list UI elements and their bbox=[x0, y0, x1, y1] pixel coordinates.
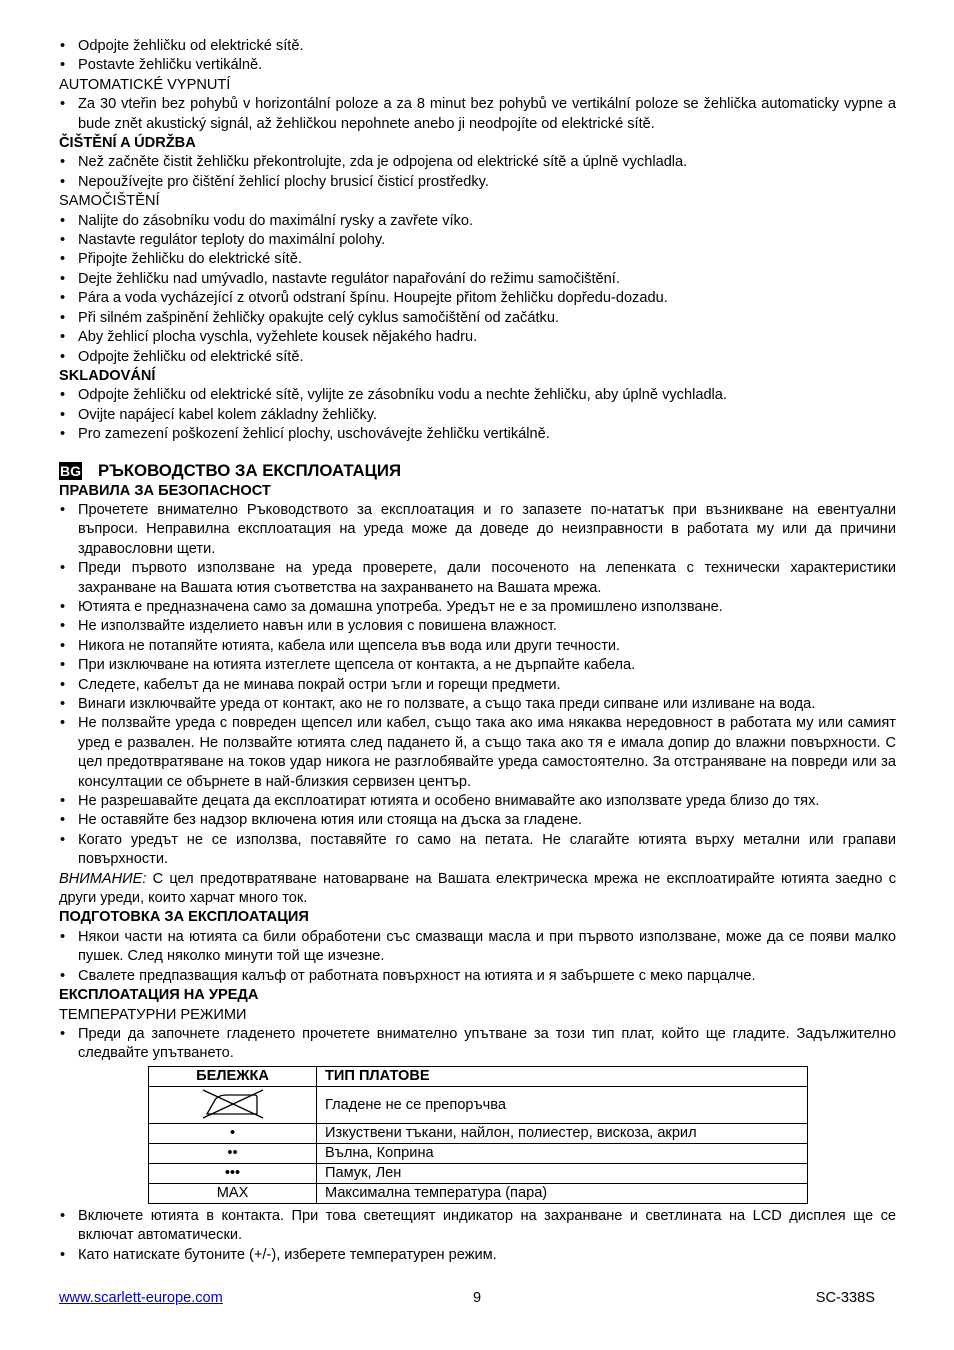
selfclean-heading: SAMOČIŠTĚNÍ bbox=[59, 193, 160, 210]
table-row bbox=[149, 1183, 808, 1203]
cleaning-list bbox=[59, 153, 896, 192]
list-item: • Не оставяйте без надзор включена ютия или стояща на дъска за гладене. bbox=[59, 811, 896, 830]
list-item: • Когато уредът не се използва, поставяйте го само на петата. Не слагайте ютията върху метални или грапави повърхности. bbox=[59, 831, 896, 870]
list-item: • Připojte žehličku do elektrické sítě. bbox=[59, 250, 896, 269]
list-item: • Pára a voda vycházející z otvorů odstraní špínu. Houpejte přitom žehličku dopředu-dozadu. bbox=[59, 289, 896, 308]
list-item: • Винаги изключвайте уреда от контакт, ако не го ползвате, а също така преди сипване или изливане на вода. bbox=[59, 695, 896, 714]
crossed-iron-icon bbox=[201, 1088, 265, 1122]
model-number: SC-338S bbox=[815, 1290, 875, 1306]
table-row bbox=[149, 1123, 808, 1143]
page-content bbox=[59, 37, 896, 1265]
list-item: • При изключване на ютията изтеглете щепсела от контакта, а не дърпайте кабела. bbox=[59, 656, 896, 675]
website-link[interactable]: www.scarlett-europe.com bbox=[59, 1290, 223, 1306]
table-header-row bbox=[149, 1066, 808, 1086]
table-header-cell: БЕЛЕЖКА bbox=[149, 1066, 317, 1086]
operation-heading: ЕКСПЛОАТАЦИЯ НА УРЕДА bbox=[59, 987, 259, 1004]
operation-list-before bbox=[59, 1025, 896, 1064]
language-badge: BG bbox=[60, 462, 81, 479]
table-cell: Памук, Лен bbox=[317, 1163, 808, 1183]
table-cell: Вълна, Коприна bbox=[317, 1143, 808, 1163]
list-item: • Pro zamezení poškození žehlicí plochy, uschovávejte žehličku vertikálně. bbox=[59, 425, 896, 444]
list-item: • Ютията е предназначена само за домашна употреба. Уредът не е за промишлено използване. bbox=[59, 598, 896, 617]
selfclean-list bbox=[59, 212, 896, 367]
list-item: • Ovijte napájecí kabel kolem základny žehličky. bbox=[59, 406, 896, 425]
bg-section-title bbox=[59, 460, 896, 482]
storage-heading: SKLADOVÁNÍ bbox=[59, 367, 156, 384]
table-cell: ••• bbox=[149, 1163, 317, 1183]
list-item: • Не разрешавайте децата да експлоатират ютията и особено внимавайте ако използвате уреда близо до тях. bbox=[59, 792, 896, 811]
list-item: • Postavte žehličku vertikálně. bbox=[59, 56, 896, 75]
table-header-cell: ТИП ПЛАТОВЕ bbox=[317, 1066, 808, 1086]
auto-off-list bbox=[59, 95, 896, 134]
storage-list bbox=[59, 386, 896, 444]
list-item: • Aby žehlicí plocha vyschla, vyžehlete kousek nějakého hadru. bbox=[59, 328, 896, 347]
page-footer bbox=[59, 1289, 875, 1309]
list-item: • Nastavte regulátor teploty do maximální polohy. bbox=[59, 231, 896, 250]
list-item: • Не ползвайте уреда с повреден щепсел или кабел, също така ако има някаква нередовност в работата му или самият уред е развален. Не ползвайте ютията след падането й, а също така ако тя е имала допир до влажни повърхности. С цел предотвратяване на токов удар никога не разглобявайте уреда самостоятелно. За отстраняване на повреди или за консултации се обърнете в най-близкия сервизен център. bbox=[59, 714, 896, 792]
list-item: • Някои части на ютията са били обработени със смазващи масла и при първото използване, може да се появи малко пушек. След няколко минути той ще изчезне. bbox=[59, 928, 896, 967]
page-number: 9 bbox=[473, 1290, 482, 1306]
list-item: • Следете, кабелът да не минава покрай остри ъгли и горещи предмети. bbox=[59, 676, 896, 695]
operation-list-after bbox=[59, 1207, 896, 1265]
list-item: • Při silném zašpinění žehličky opakujte celý cyklus samočištění od začátku. bbox=[59, 309, 896, 328]
safety-heading: ПРАВИЛА ЗА БЕЗОПАСНОСТ bbox=[59, 482, 271, 499]
table-cell: Максимална температура (пара) bbox=[317, 1183, 808, 1203]
list-item: • Nalijte do zásobníku vodu do maximální rysky a zavřete víko. bbox=[59, 212, 896, 231]
table-row bbox=[149, 1163, 808, 1183]
cz-top-list bbox=[59, 37, 896, 76]
warning-text: С цел предотвратяване натоварване на Вашата електрическа мрежа не експлоатирайте ютията заедно с други уреди, които харчат много ток. bbox=[59, 870, 896, 907]
table-cell: MAX bbox=[149, 1183, 317, 1203]
temperature-subheading: ТЕМПЕРАТУРНИ РЕЖИМИ bbox=[59, 1006, 247, 1023]
list-item: • Odpojte žehličku od elektrické sítě. bbox=[59, 37, 896, 56]
list-item: • Odpojte žehličku od elektrické sítě, vylijte ze zásobníku vodu a nechte žehličku, aby úplně vychladla. bbox=[59, 386, 896, 405]
table-cell: •• bbox=[149, 1143, 317, 1163]
list-item: • Dejte žehličku nad umývadlo, nastavte regulátor napařování do režimu samočištění. bbox=[59, 270, 896, 289]
list-item: • Než začněte čistit žehličku překontrolujte, zda je odpojena od elektrické sítě a úplně vychladla. bbox=[59, 153, 896, 172]
safety-list bbox=[59, 501, 896, 870]
prep-heading: ПОДГОТОВКА ЗА ЕКСПЛОАТАЦИЯ bbox=[59, 909, 309, 926]
list-item: • Включете ютията в контакта. При това светещият индикатор на захранване и светлината на LCD дисплея ще се включат автоматически. bbox=[59, 1207, 896, 1246]
list-item: • Прочетете внимателно Ръководството за експлоатация и го запазете по-нататък при възникване на евентуални въпроси. Неправилна експлоатация на уреда може да доведе до неизправности в работата му или да причини здравословни щети. bbox=[59, 501, 896, 559]
table-cell: Гладене не се препоръчва bbox=[317, 1086, 808, 1123]
cleaning-heading: ČIŠTĚNÍ A ÚDRŽBA bbox=[59, 135, 196, 152]
list-item: • Odpojte žehličku od elektrické sítě. bbox=[59, 348, 896, 367]
table-row bbox=[149, 1143, 808, 1163]
table-row bbox=[149, 1086, 808, 1123]
table-cell bbox=[149, 1086, 317, 1123]
list-item: • Не използвайте изделието навън или в условия с повишена влажност. bbox=[59, 617, 896, 636]
fabric-table bbox=[148, 1066, 808, 1204]
list-item: • Преди да започнете гладенето прочетете внимателно упътване за този тип плат, който ще гладите. Задължително следвайте упътването. bbox=[59, 1025, 896, 1064]
warning-paragraph bbox=[59, 870, 896, 909]
section-title-text: РЪКОВОДСТВО ЗА ЕКСПЛОАТАЦИЯ bbox=[98, 460, 402, 480]
warning-label: ВНИМАНИЕ: bbox=[59, 870, 147, 887]
list-item: • Преди първото използване на уреда проверете, дали посоченото на лепенката с технически характеристики захранване на Вашата ютия съответства на захранването на Вашата мрежа. bbox=[59, 559, 896, 598]
list-item: • Никога не потапяйте ютията, кабела или щепсела във вода или други течности. bbox=[59, 637, 896, 656]
list-item: • Za 30 vteřin bez pohybů v horizontální poloze a za 8 minut bez pohybů ve vertikální poloze se žehlička automaticky vypne a bude znět akustický signál, až žehličkou nepohnete anebo ji neodpojíte od elektrické sítě. bbox=[59, 95, 896, 134]
auto-off-heading: AUTOMATICKÉ VYPNUTÍ bbox=[59, 76, 231, 93]
list-item: • Nepoužívejte pro čištění žehlicí plochy brusicí čisticí prostředky. bbox=[59, 173, 896, 192]
list-item: • Като натискате бутоните (+/-), изберете температурен режим. bbox=[59, 1246, 896, 1265]
table-cell: Изкуствени тъкани, найлон, полиестер, вискоза, акрил bbox=[317, 1123, 808, 1143]
table-cell: • bbox=[149, 1123, 317, 1143]
prep-list bbox=[59, 928, 896, 986]
list-item: • Свалете предпазващия калъф от работната повърхност на ютията и я забършете с меко парцалче. bbox=[59, 967, 896, 986]
